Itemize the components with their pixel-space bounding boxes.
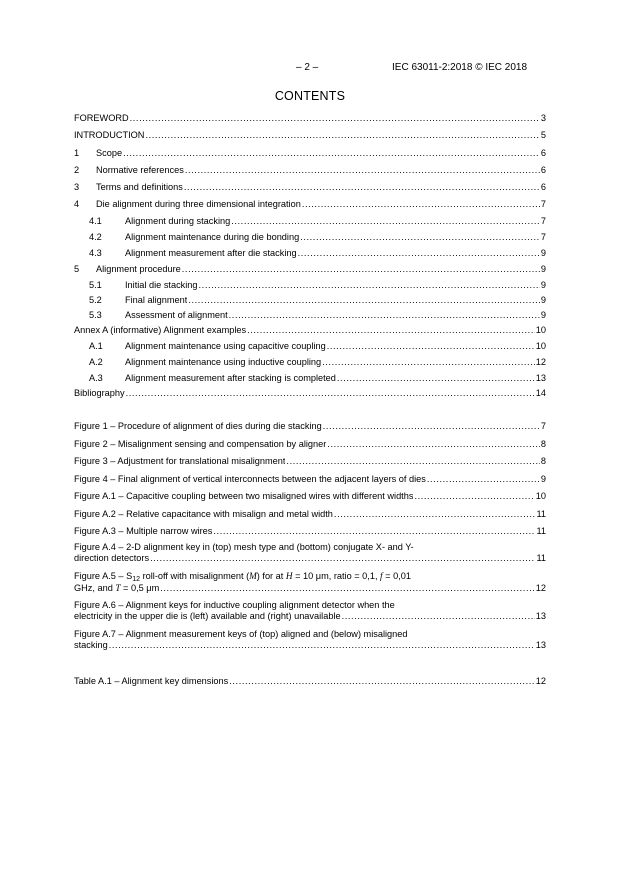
toc-entry-number: 1: [74, 148, 80, 158]
figure-entry-page: 8: [540, 439, 546, 449]
figure-entry-page: 11: [536, 509, 546, 519]
toc-entry-page: 14: [535, 388, 546, 398]
toc-entry[interactable]: [74, 165, 546, 176]
figure-entry-label: Figure 4 – Final alignment of vertical interconnects between the adjacent layers of dies: [74, 474, 426, 484]
figure-entry-page: 10: [535, 491, 546, 501]
figure-entry-label: Figure A.4 – 2-D alignment key in (top) mesh type and (bottom) conjugate X- and Y-: [74, 542, 414, 552]
toc-entry[interactable]: [89, 341, 546, 352]
toc-entry-page: 10: [535, 325, 546, 335]
toc-entry[interactable]: [89, 248, 546, 259]
figure-entry[interactable]: [74, 542, 546, 564]
figure-entry-label: Figure A.7 – Alignment measurement keys of (top) aligned and (below) misaligned: [74, 629, 408, 639]
toc-entry[interactable]: [74, 199, 546, 210]
toc-entry[interactable]: [74, 148, 546, 159]
figure-entry-page: 13: [535, 611, 546, 621]
toc-entry[interactable]: [74, 264, 546, 275]
figure-entry-page: 11: [536, 553, 546, 563]
toc-entry-page: 9: [540, 280, 546, 290]
toc-entry-page: 3: [540, 113, 546, 123]
toc-entry-page: 13: [535, 373, 546, 383]
toc-entry-page: 7: [540, 199, 546, 209]
toc-entry[interactable]: [89, 216, 546, 227]
toc-entry-label: Alignment measurement after die stacking: [125, 248, 297, 258]
figure-entry[interactable]: [74, 421, 546, 432]
page-header: [0, 62, 620, 76]
toc-entry-label: Alignment measurement after stacking is completed: [125, 373, 336, 383]
figure-entry-page: 11: [536, 526, 546, 536]
standard-identifier: IEC 63011-2:2018 © IEC 2018: [392, 62, 528, 73]
toc-entry-number: 5: [74, 264, 80, 274]
toc-entry[interactable]: [89, 357, 546, 368]
toc-entry-number: A.1: [89, 341, 103, 351]
subscript: 12: [132, 576, 141, 583]
toc-entry[interactable]: [89, 373, 546, 384]
toc-entry-page: 9: [540, 310, 546, 320]
figure-entry-label-continued: electricity in the upper die is (left) available and (right) unavailable: [74, 611, 341, 621]
page-number: – 2 –: [296, 62, 319, 73]
figure-entry[interactable]: [74, 474, 546, 485]
figure-entry[interactable]: [74, 526, 546, 537]
toc-entry-label: Alignment maintenance during die bonding: [125, 232, 300, 242]
toc-entry-label: Alignment maintenance using capacitive coupling: [125, 341, 326, 351]
toc-entry-label: Initial die stacking: [125, 280, 198, 290]
toc-entry-label: Die alignment during three dimensional integration: [96, 199, 301, 209]
toc-entry-number: 5.3: [89, 310, 102, 320]
toc-entry[interactable]: [74, 325, 546, 336]
figure-entry-label-continued: stacking: [74, 640, 108, 650]
toc-entry-page: 6: [540, 148, 546, 158]
figure-entry[interactable]: [74, 439, 546, 450]
toc-entry-number: 5.2: [89, 295, 102, 305]
figure-entry-label: Figure $A.5 - S_{12}$ roll-off with misalignment (M) for at H = 10 μm, ratio = 0,1, f = 0,01: [74, 571, 411, 583]
toc-entry-page: 7: [540, 232, 546, 242]
figure-entry-label: Figure 2 – Misalignment sensing and compensation by aligner: [74, 439, 327, 449]
toc-entry-label: INTRODUCTION: [74, 130, 145, 140]
toc-entry-page: 6: [540, 165, 546, 175]
toc-entry-page: 7: [540, 216, 546, 226]
toc-entry-label: Annex A (informative) Alignment examples: [74, 325, 247, 335]
toc-entry-label: Alignment maintenance using inductive coupling: [125, 357, 322, 367]
figure-entry[interactable]: [74, 629, 546, 651]
toc-entry-page: 10: [535, 341, 546, 351]
toc-entry[interactable]: [89, 310, 546, 321]
toc-entry-page: 12: [535, 357, 546, 367]
toc-entry-number: 5.1: [89, 280, 102, 290]
toc-entry-number: 2: [74, 165, 80, 175]
toc-entry[interactable]: [74, 388, 546, 399]
figure-entry-label: Figure 1 – Procedure of alignment of dies during die stacking: [74, 421, 322, 431]
toc-entry-number: 3: [74, 182, 80, 192]
figure-entry-label: Figure A.6 – Alignment keys for inductive coupling alignment detector when the: [74, 600, 395, 610]
figure-entry-label-continued: direction detectors: [74, 553, 150, 563]
figure-entry[interactable]: [74, 600, 546, 622]
toc-entry[interactable]: [89, 232, 546, 243]
table-entry[interactable]: [74, 676, 546, 687]
toc-entry-page: 9: [540, 295, 546, 305]
figure-entry-label-continued: GHz, and T = 0,5 μm: [74, 583, 160, 593]
figure-entry-page: 13: [535, 640, 546, 650]
toc-entry-label: Alignment during stacking: [125, 216, 231, 226]
figure-entry-label: Figure A.2 – Relative capacitance with misalign and metal width: [74, 509, 333, 519]
figure-entry-page: 8: [540, 456, 546, 466]
figure-entry-page: 7: [540, 421, 546, 431]
toc-entry-label: Bibliography: [74, 388, 125, 398]
toc-entry-label: Normative references: [96, 165, 184, 175]
toc-entry-number: 4: [74, 199, 80, 209]
figure-entry-label: Figure 3 – Adjustment for translational misalignment: [74, 456, 286, 466]
figure-entry[interactable]: [74, 491, 546, 502]
toc-entry-label: Final alignment: [125, 295, 188, 305]
toc-entry-page: 9: [540, 248, 546, 258]
toc-entry-number: A.3: [89, 373, 103, 383]
toc-entry-page: 6: [540, 182, 546, 192]
figure-entry[interactable]: [74, 456, 546, 467]
toc-entry-label: Alignment procedure: [96, 264, 181, 274]
figure-entry-page: 9: [540, 474, 546, 484]
toc-entry-number: 4.3: [89, 248, 102, 258]
table-entry-label: Table A.1 – Alignment key dimensions: [74, 676, 229, 686]
toc-entry-label: FOREWORD: [74, 113, 129, 123]
figure-entry[interactable]: [74, 509, 546, 520]
toc-entry-number: 4.2: [89, 232, 102, 242]
toc-entry-page: 9: [540, 264, 546, 274]
toc-entry-number: 4.1: [89, 216, 102, 226]
figure-entry-page: 12: [535, 583, 546, 593]
toc-entry-number: A.2: [89, 357, 103, 367]
toc-entry-page: 5: [540, 130, 546, 140]
toc-entry-label: Assessment of alignment: [125, 310, 228, 320]
figure-entry-label: Figure A.3 – Multiple narrow wires: [74, 526, 213, 536]
toc-entry[interactable]: [74, 130, 546, 141]
figure-entry-label: Figure A.1 – Capacitive coupling between two misaligned wires with different widths: [74, 491, 414, 501]
figure-entry[interactable]: [74, 571, 546, 594]
toc-entry[interactable]: [89, 280, 546, 291]
toc-entry[interactable]: [74, 113, 546, 124]
toc-entry-label: Terms and definitions: [96, 182, 183, 192]
table-entry-page: 12: [535, 676, 546, 686]
page-title: CONTENTS: [274, 89, 346, 103]
toc-entry[interactable]: [74, 182, 546, 193]
toc-entry[interactable]: [89, 295, 546, 306]
toc-entry-label: Scope: [96, 148, 123, 158]
